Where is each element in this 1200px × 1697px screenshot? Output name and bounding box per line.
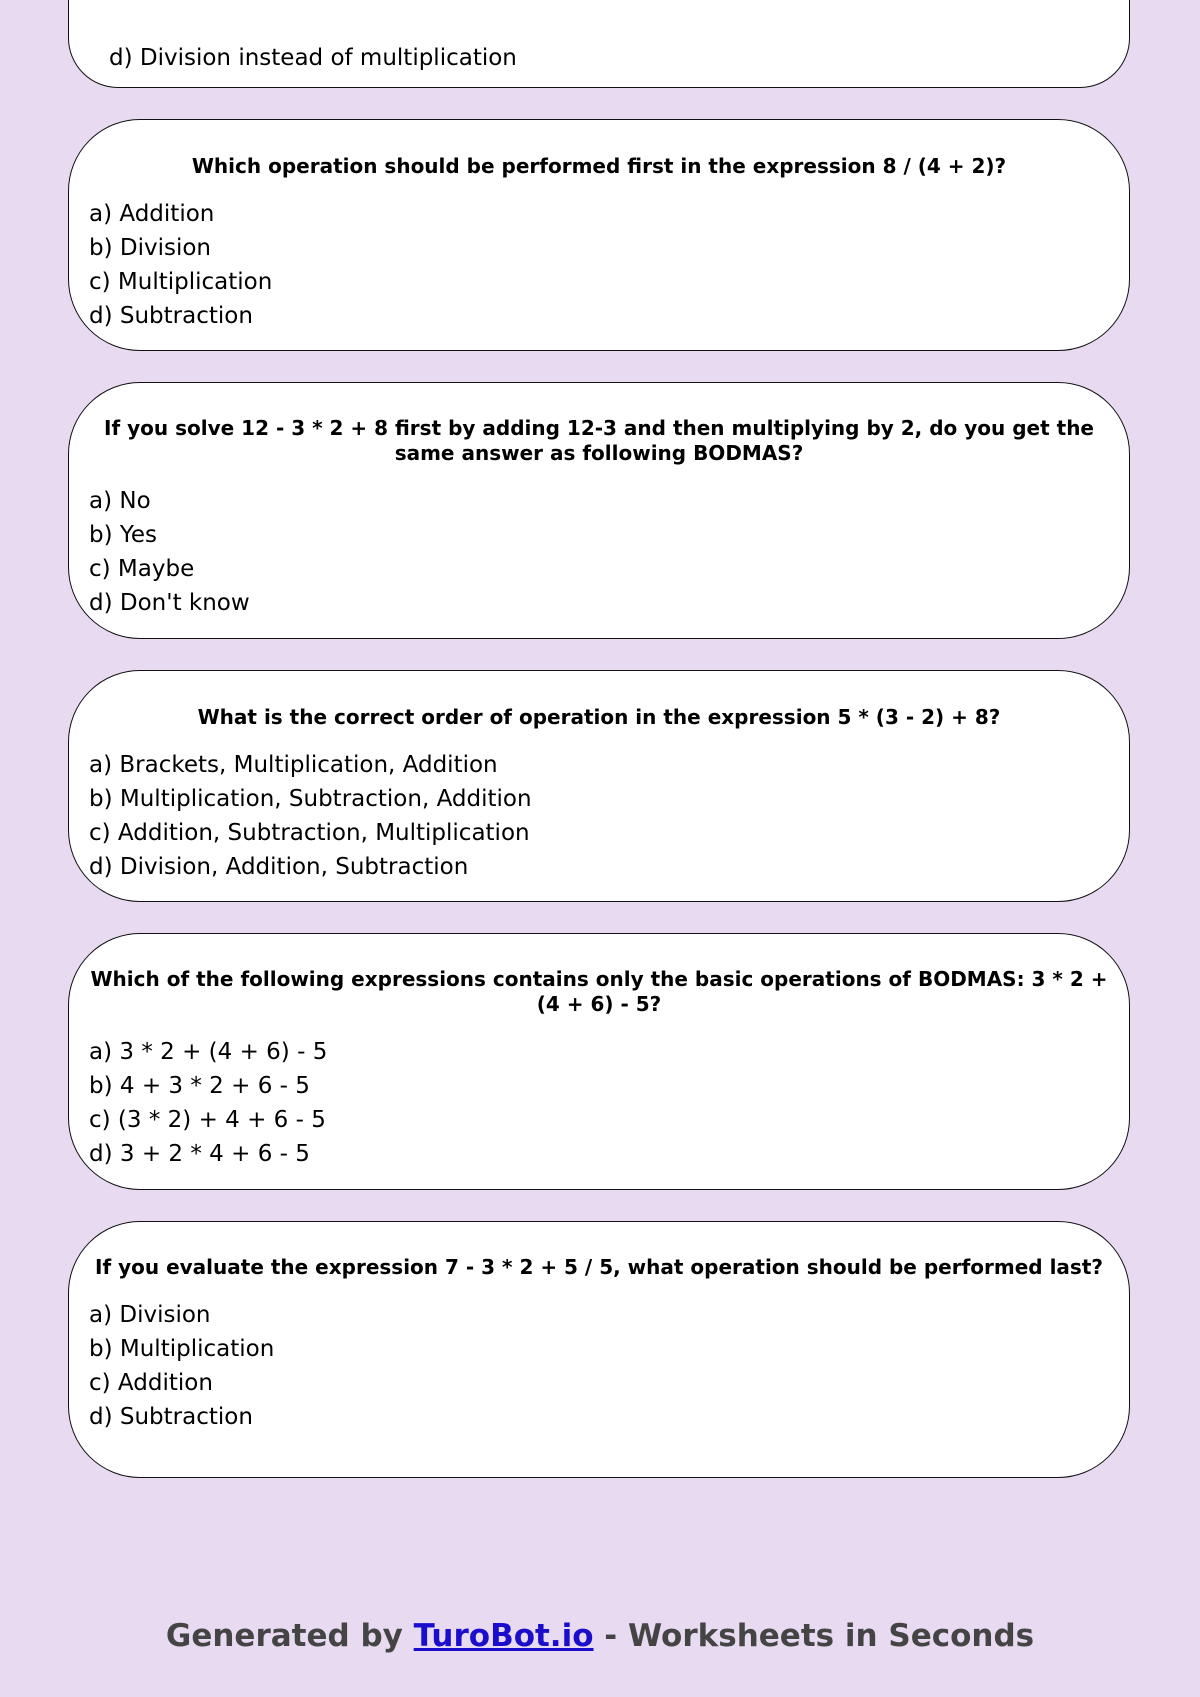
footer [0,1618,1200,1654]
option-d: d) Division instead of multiplication [109,45,517,71]
question-card-5 [68,1221,1130,1478]
options-list [89,41,517,75]
question-card-1 [68,119,1130,351]
option-d: d) Don't know [89,590,250,616]
footer-prefix: Generated by [165,1618,414,1654]
option-a: a) 3 * 2 + (4 + 6) - 5 [89,1039,328,1065]
question-text: Which operation should be performed first in the expression 8 / (4 + 2)? [191,154,1007,178]
question-card-3 [68,670,1130,902]
question-text: What is the correct order of operation in the expression 5 * (3 - 2) + 8? [197,705,1001,729]
option-a: a) Addition [89,201,215,227]
question-text: Which of the following expressions contains only the basic operations of BODMAS: 3 * 2 + (4 + 6) - 5? [90,967,1108,1016]
option-b: b) Multiplication [89,1336,275,1362]
question-text: If you solve 12 - 3 * 2 + 8 first by adding 12-3 and then multiplying by 2, do you get the same answer as following BODMAS? [104,416,1094,465]
question-card-4 [68,933,1130,1190]
option-c: c) Maybe [89,556,195,582]
question-card-2 [68,382,1130,639]
option-a: a) No [89,488,151,514]
question-card-partial [68,0,1130,88]
option-b: b) Yes [89,522,158,548]
option-d: d) Subtraction [89,1404,253,1430]
options-list [69,748,1129,884]
option-d: d) 3 + 2 * 4 + 6 - 5 [89,1141,310,1167]
options-list [69,197,1129,333]
option-a: a) Brackets, Multiplication, Addition [89,752,498,778]
option-c: c) Addition [89,1370,213,1396]
option-a: a) Division [89,1302,211,1328]
option-d: d) Division, Addition, Subtraction [89,854,469,880]
footer-suffix: - Worksheets in Seconds [593,1618,1035,1654]
option-c: c) (3 * 2) + 4 + 6 - 5 [89,1107,326,1133]
option-c: c) Multiplication [89,269,273,295]
options-list [69,1298,1129,1434]
turobot-link[interactable]: TuroBot.io [413,1618,594,1654]
option-b: b) Division [89,235,212,261]
options-list [69,484,1129,620]
option-b: b) Multiplication, Subtraction, Addition [89,786,532,812]
option-c: c) Addition, Subtraction, Multiplication [89,820,530,846]
option-b: b) 4 + 3 * 2 + 6 - 5 [89,1073,310,1099]
question-text: If you evaluate the expression 7 - 3 * 2 + 5 / 5, what operation should be performed last? [95,1255,1103,1279]
option-d: d) Subtraction [89,303,253,329]
options-list [69,1035,1129,1171]
